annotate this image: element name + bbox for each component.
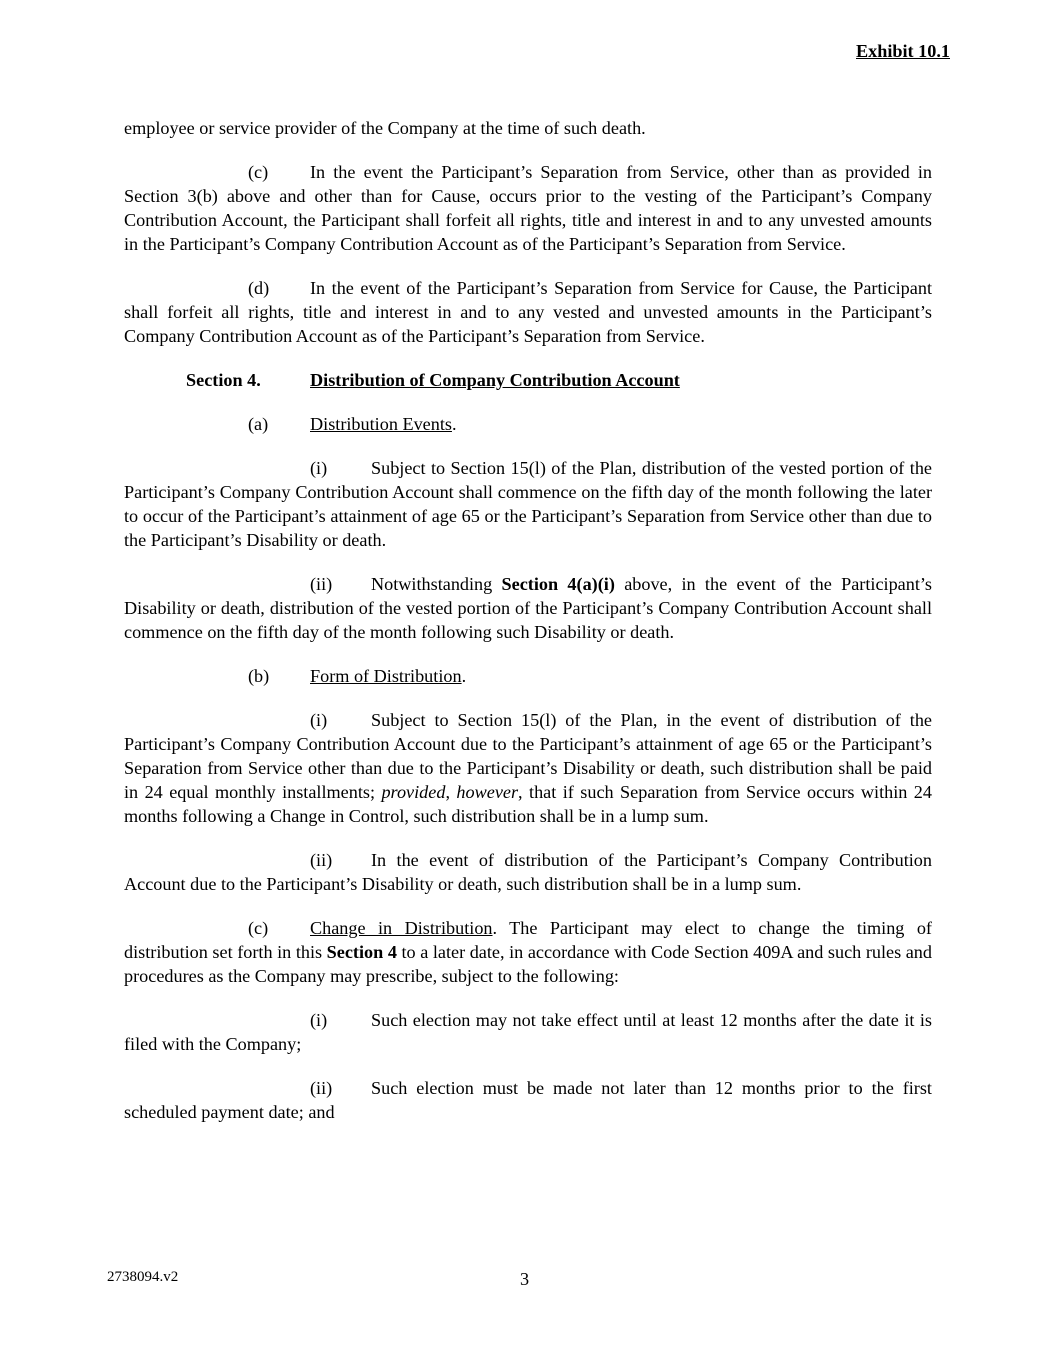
text-4c-before: . The Participant may elect to change the timing of distribution set forth in this: [124, 917, 932, 962]
paragraph-4a-i: [124, 457, 932, 552]
label-4b-ii: (ii): [310, 849, 333, 870]
section-4-number: Section 4.: [186, 369, 261, 390]
cross-reference-4ai: Section 4(a)(i): [501, 574, 615, 595]
label-4a-ii: (ii): [310, 574, 333, 595]
heading-4a: (a) Distribution Events.: [248, 413, 932, 437]
italic-provided: provided: [381, 781, 446, 802]
paragraph-4b-ii: [124, 849, 932, 897]
document-body: [124, 117, 932, 1145]
continuation-paragraph: employee or service provider of the Company at the time of such death.: [124, 118, 646, 138]
paragraph-4c-ii: [124, 1077, 932, 1125]
label-4b: (b): [248, 666, 270, 687]
paragraph-4c-i: [124, 1009, 932, 1057]
text-3c: In the event the Participant’s Separation from Service, other than as provided in Section 3(b) above and other than for Cause, occurs prior to the vesting of the Participant’s Company Contribution Account, the Participant shall forfeit all rights, title and interest in and to any unvested amounts in the Participant’s Company Contribution Account as of the Participant’s Separation from Service.: [124, 162, 932, 254]
label-4c-i: (i): [310, 1009, 328, 1030]
italic-however: however: [456, 781, 519, 802]
paragraph-3d: [124, 277, 932, 348]
label-3c: (c): [248, 162, 269, 183]
document-id: 2738094.v2: [107, 1269, 179, 1285]
heading-4c-title: Change in Distribution: [310, 917, 493, 938]
label-4a: (a): [248, 414, 269, 435]
heading-4b: (b) Form of Distribution.: [248, 665, 932, 689]
text-4c-i: Such election may not take effect until at least 12 months after the date it is filed with the Company;: [124, 1009, 932, 1054]
text-4b-i-comma: ,: [445, 781, 457, 802]
text-4b-i-before: Subject to Section 15(l) of the Plan, in the event of distribution of the Participant’s Company Contribution Account due to the Participant’s attainment of age 65 or the Participant’s Separation from Service other than due to the Participant’s Disability or death, such distribution shall be paid in 24 equal monthly installments;: [124, 710, 932, 802]
page-number: 3: [520, 1269, 530, 1289]
text-4a-ii-after: above, in the event of the Participant’s Disability or death, distribution of the vested portion of the Participant’s Company Contribution Account shall commence on the fifth day of the month following such Disability or death.: [124, 574, 933, 642]
label-4a-i: (i): [310, 458, 328, 479]
exhibit-label: Exhibit 10.1: [856, 41, 950, 61]
text-3d: In the event of the Participant’s Separation from Service for Cause, the Participant shall forfeit all rights, title and interest in and to any vested and unvested amounts in the Participant’s Company Contribution Account as of the Participant’s Separation from Service.: [124, 277, 932, 346]
label-4c: (c): [248, 917, 269, 938]
heading-4b-title: Form of Distribution: [310, 666, 462, 687]
text-4a-i: Subject to Section 15(l) of the Plan, distribution of the vested portion of the Participant’s Company Contribution Account shall commence on the fifth day of the month following the later to occur of the Participant’s attainment of age 65 or the Participant’s Separation from Service other than due to the Participant’s Disability or death.: [124, 458, 932, 550]
paragraph-4b-i: [124, 709, 932, 828]
paragraph-4a-ii: [124, 573, 932, 644]
text-4b-i-after: , that if such Separation from Service occurs within 24 months following a Change in Control, such distribution shall be in a lump sum.: [124, 781, 932, 826]
label-3d: (d): [248, 277, 270, 298]
text-4c-after: to a later date, in accordance with Code Section 409A and such rules and procedures as the Company may prescribe, subject to the following:: [124, 941, 932, 986]
text-4c-ii: Such election must be made not later than 12 months prior to the first scheduled payment date; and: [124, 1077, 932, 1122]
cross-reference-section-4: Section 4: [326, 941, 397, 962]
section-4-heading: [186, 369, 932, 393]
text-4a-ii-before: Notwithstanding: [371, 574, 502, 595]
paragraph-3c: [124, 161, 932, 256]
label-4b-i: (i): [310, 710, 328, 731]
paragraph-4c: [124, 917, 932, 988]
section-4-title: Distribution of Company Contribution Account: [310, 369, 680, 390]
text-4b-ii: In the event of distribution of the Participant’s Company Contribution Account due to the Participant’s Disability or death, such distribution shall be in a lump sum.: [124, 849, 932, 894]
label-4c-ii: (ii): [310, 1077, 333, 1098]
heading-4a-title: Distribution Events: [310, 414, 452, 435]
